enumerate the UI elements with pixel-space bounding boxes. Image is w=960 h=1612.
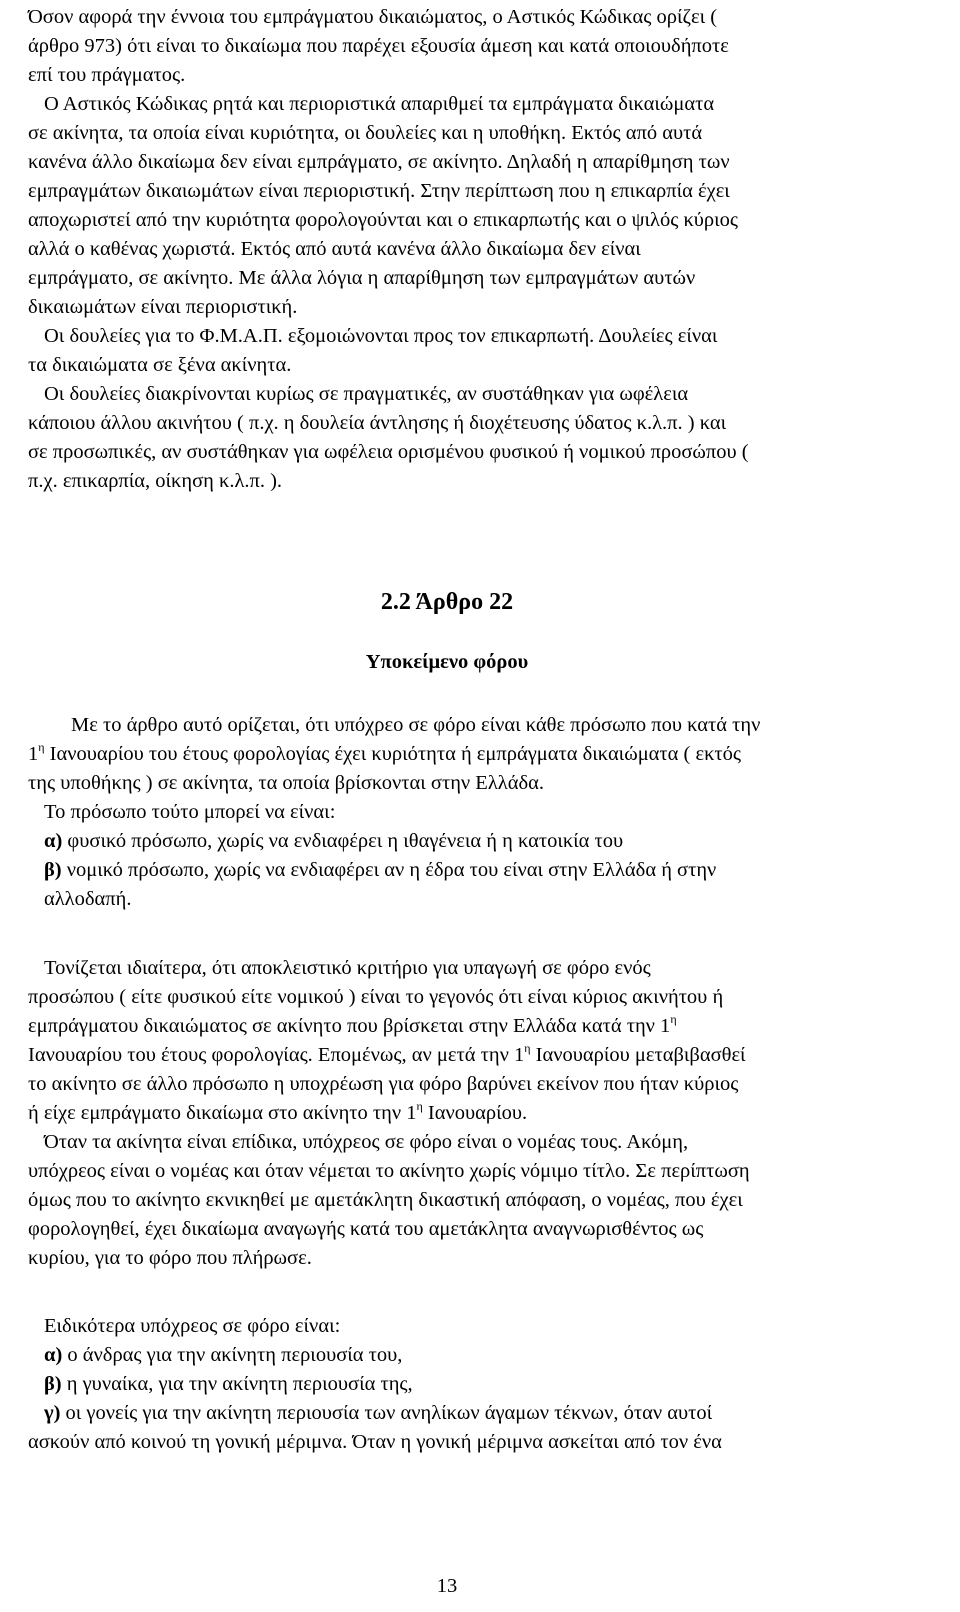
list-text: νομικό πρόσωπο, χωρίς να ενδιαφέρει αν η έδρα του είναι στην Ελλάδα ή στην <box>61 859 717 881</box>
text-line: Όσον αφορά την έννοια του εμπράγματου δικαιώματος, ο Αστικός Κώδικας ορίζει ( <box>28 6 718 28</box>
list-item-b <box>44 856 716 885</box>
text-line <box>28 1012 677 1041</box>
text-line: αποχωριστεί από την κυριότητα φορολογούνται και ο επικαρπωτής και ο ψιλός κύριος <box>28 209 739 231</box>
text-line: Ειδικότερα υπόχρεος σε φόρο είναι: <box>44 1315 341 1337</box>
text-line: κανένα άλλο δικαίωμα δεν είναι εμπράγματο, σε ακίνητο. Δηλαδή η απαρίθμηση των <box>28 151 730 173</box>
list-text: οι γονείς για την ακίνητη περιουσία των ανηλίκων άγαμων τέκνων, όταν αυτοί <box>60 1402 713 1424</box>
list-text: ο άνδρας για την ακίνητη περιουσία του, <box>62 1344 403 1366</box>
text-line: ασκούν από κοινού τη γονική μέριμνα. Όταν η γονική μέριμνα ασκείται από τον ένα <box>28 1431 722 1453</box>
ordinal-number: 1 <box>28 743 39 765</box>
section-heading: 2.2 Άρθρο 22 <box>380 589 514 615</box>
list-label: β) <box>44 859 62 881</box>
list-text: φυσικό πρόσωπο, χωρίς να ενδιαφέρει η ιθαγένεια ή η κατοικία του <box>62 830 624 852</box>
text-line: άρθρο 973) ότι είναι το δικαίωμα που παρέχει εξουσία άμεση και κατά οποιουδήποτε <box>28 35 729 57</box>
text-span: Ιανουαρίου μεταβιβασθεί <box>530 1044 746 1066</box>
text-line: εμπράγματο, σε ακίνητο. Με άλλα λόγια η απαρίθμηση των εμπραγμάτων αυτών <box>28 267 696 289</box>
ordinal-superscript: η <box>416 1099 423 1113</box>
text-line: αλλοδαπή. <box>44 888 132 910</box>
text-line: φορολογηθεί, έχει δικαίωμα αναγωγής κατά του αμετάκλητα αναγνωρισθέντος ως <box>28 1218 704 1240</box>
text-line: αλλά ο καθένας χωριστά. Εκτός από αυτά κανένα άλλο δικαίωμα δεν είναι <box>28 238 641 260</box>
list-item-a <box>44 1341 402 1370</box>
list-label: β) <box>44 1373 62 1395</box>
list-label: γ) <box>44 1402 61 1424</box>
text-line: υπόχρεος είναι ο νομέας και όταν νέμεται το ακίνητο χωρίς νόμιμο τίτλο. Σε περίπτωση <box>28 1160 750 1182</box>
text-line: κυρίου, για το φόρο που πλήρωσε. <box>28 1247 312 1269</box>
ordinal-superscript: η <box>38 740 45 754</box>
text-line: κάποιου άλλου ακινήτου ( π.χ. η δουλεία άντλησης ή διοχέτευσης ύδατος κ.λ.π. ) και <box>28 412 727 434</box>
text-line <box>28 1099 527 1128</box>
list-label: α) <box>44 1344 63 1366</box>
text-span: Ιανουαρίου του έτους φορολογίας έχει κυριότητα ή εμπράγματα δικαιώματα ( εκτός <box>44 743 742 765</box>
text-line <box>28 740 741 769</box>
text-span: εμπράγματου δικαιώματος σε ακίνητο που βρίσκεται στην Ελλάδα κατά την 1 <box>28 1015 671 1037</box>
text-line: Ο Αστικός Κώδικας ρητά και περιοριστικά απαριθμεί τα εμπράγματα δικαιώματα <box>44 93 715 115</box>
text-line: Όταν τα ακίνητα είναι επίδικα, υπόχρεος σε φόρο είναι ο νομέας τους. Ακόμη, <box>44 1131 689 1153</box>
text-line: Τονίζεται ιδιαίτερα, ότι αποκλειστικό κριτήριο για υπαγωγή σε φόρο ενός <box>44 957 651 979</box>
ordinal-superscript: η <box>524 1041 531 1055</box>
text-span: Ιανουαρίου του έτους φορολογίας. Επομένως, αν μετά την 1 <box>28 1044 525 1066</box>
text-line: σε ακίνητα, τα οποία είναι κυριότητα, οι δουλείες και η υποθήκη. Εκτός από αυτά <box>28 122 703 144</box>
text-line: επί του πράγματος. <box>28 64 186 86</box>
list-item-c <box>44 1399 712 1428</box>
page-number: 13 <box>436 1575 458 1597</box>
text-line: της υποθήκης ) σε ακίνητα, τα οποία βρίσκονται στην Ελλάδα. <box>28 772 544 794</box>
section-subheading: Υποκείμενο φόρου <box>365 651 529 673</box>
text-line: Με το άρθρο αυτό ορίζεται, ότι υπόχρεο σε φόρο είναι κάθε πρόσωπο που κατά την <box>71 714 761 736</box>
list-text: η γυναίκα, για την ακίνητη περιουσία της, <box>61 1373 413 1395</box>
text-line: σε προσωπικές, αν συστάθηκαν για ωφέλεια ορισμένου φυσικού ή νομικού προσώπου ( <box>28 441 749 463</box>
ordinal-superscript: η <box>670 1012 677 1026</box>
text-span: Ιανουαρίου. <box>422 1102 528 1124</box>
list-label: α) <box>44 830 63 852</box>
text-line: δικαιωμάτων είναι περιοριστική. <box>28 296 298 318</box>
text-line: π.χ. επικαρπία, οίκηση κ.λ.π. ). <box>28 470 283 492</box>
text-line: Οι δουλείες για το Φ.Μ.Α.Π. εξομοιώνονται προς τον επικαρπωτή. Δουλείες είναι <box>44 325 718 347</box>
text-line: το ακίνητο σε άλλο πρόσωπο η υποχρέωση για φόρο βαρύνει εκείνον που ήταν κύριος <box>28 1073 739 1095</box>
text-line: Το πρόσωπο τούτο μπορεί να είναι: <box>44 801 336 823</box>
list-item-b <box>44 1370 413 1399</box>
text-line: εμπραγμάτων δικαιωμάτων είναι περιοριστική. Στην περίπτωση που η επικαρπία έχει <box>28 180 730 202</box>
text-span: ή είχε εμπράγματο δικαίωμα στο ακίνητο την 1 <box>28 1102 417 1124</box>
list-item-a <box>44 827 623 856</box>
text-line: προσώπου ( είτε φυσικού είτε νομικού ) είναι το γεγονός ότι είναι κύριος ακινήτου ή <box>28 986 724 1008</box>
text-line <box>28 1041 746 1070</box>
text-line: τα δικαιώματα σε ξένα ακίνητα. <box>28 354 292 376</box>
text-line: όμως που το ακίνητο εκνικηθεί με αμετάκλητη δικαστική απόφαση, ο νομέας, που έχει <box>28 1189 743 1211</box>
text-line: Οι δουλείες διακρίνονται κυρίως σε πραγματικές, αν συστάθηκαν για ωφέλεια <box>44 383 689 405</box>
